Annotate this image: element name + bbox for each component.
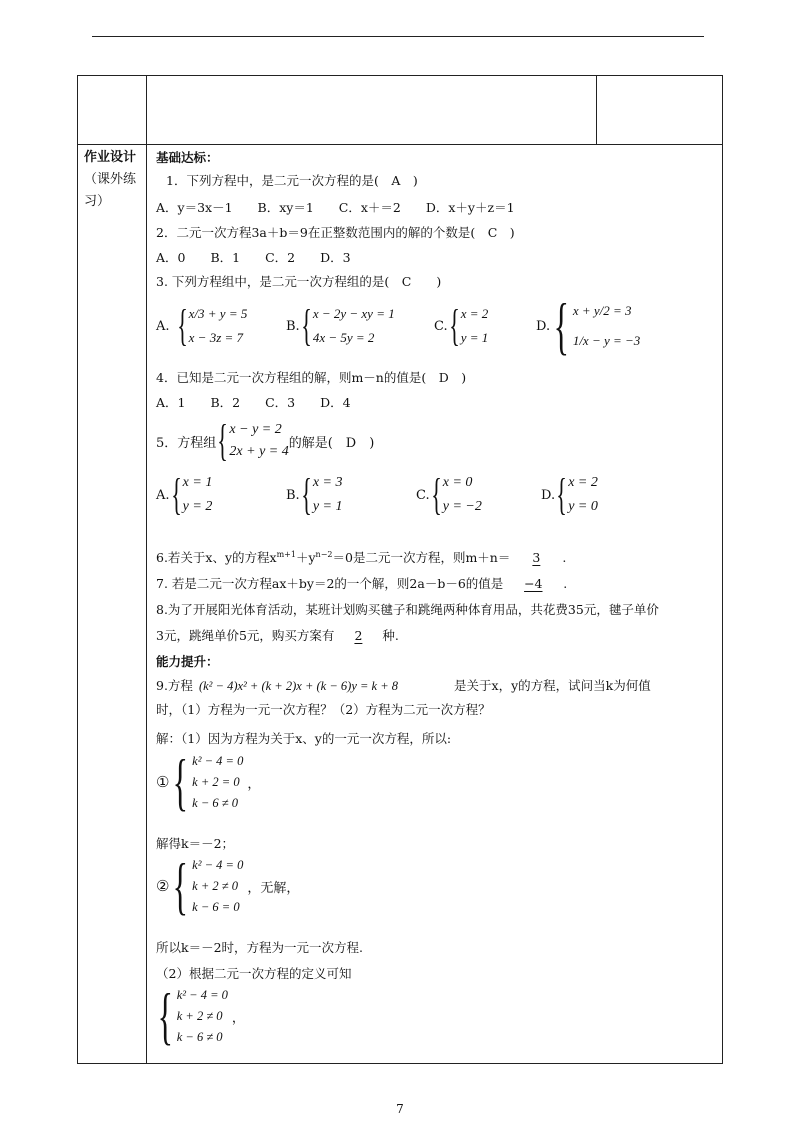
q3-d-equations bbox=[573, 296, 640, 356]
q3-c-eq2: y = 1 bbox=[460, 330, 489, 345]
q9-line-2: 时，（1）方程为一元一次方程？（2）方程为二元一次方程？ bbox=[156, 702, 491, 717]
q8-pre: 3元，跳绳单价5元，购买方案有 bbox=[156, 628, 335, 643]
q4-options: A．1 B．2 C．3 D．4 bbox=[156, 395, 351, 410]
row-divider bbox=[78, 144, 722, 145]
q3-option-a bbox=[156, 298, 247, 354]
q5-d-equations bbox=[568, 471, 598, 519]
q6-end: . bbox=[562, 550, 567, 565]
q3-c-eq1: x = 2 bbox=[460, 306, 489, 321]
brace-icon: { bbox=[176, 301, 188, 350]
label-line-2: （课外练 bbox=[84, 172, 137, 187]
q6-line bbox=[156, 548, 566, 566]
q5-b-equations bbox=[313, 471, 343, 519]
q3-b-eq2: 4x − 5y = 2 bbox=[312, 330, 375, 345]
q3-b-eq1: x − 2y − xy = 1 bbox=[312, 306, 395, 321]
q5-b-eq2: y = 1 bbox=[312, 499, 343, 514]
q9-case2-suffix: ，无解， bbox=[247, 880, 300, 896]
q1-options: A．y＝3x－1 B．xy＝1 C．x＋＝2 D．x＋y＋z＝1 bbox=[156, 200, 515, 215]
q9-line-1 bbox=[156, 676, 651, 694]
brace-icon: { bbox=[448, 301, 460, 350]
brace-icon: { bbox=[173, 850, 189, 921]
q6-pre: 6.若关于x、y的方程x bbox=[156, 550, 277, 565]
q8-line-1: 8.为了开展阳光体育活动，某班计划购买毽子和跳绳两种体育用品，共花费35元，毽子单价 bbox=[156, 602, 659, 617]
q5-label-b: B. bbox=[286, 487, 300, 503]
brace-icon: { bbox=[173, 746, 189, 817]
q7-answer: −4 bbox=[524, 576, 543, 591]
q3-option-c bbox=[434, 298, 488, 354]
q5-b-eq1: x = 3 bbox=[312, 475, 343, 490]
q8-post: 种. bbox=[382, 628, 399, 643]
q9-case2-eq2: k + 2 ≠ 0 bbox=[192, 878, 239, 893]
q4-stem: 4．已知是二元一次方程组的解，则m－n的值是( D ) bbox=[156, 370, 467, 385]
q5-system-eq2: 2x + y = 4 bbox=[229, 444, 289, 459]
brace-icon: { bbox=[300, 470, 312, 519]
row-label bbox=[84, 147, 144, 213]
q9-case-2 bbox=[156, 850, 300, 921]
brace-icon: { bbox=[430, 470, 442, 519]
q6-post: ＝0是二元一次方程，则m＋n＝ bbox=[332, 550, 511, 565]
label-line-3: 习） bbox=[84, 194, 111, 209]
brace-icon: { bbox=[553, 290, 570, 361]
q5-option-c bbox=[416, 468, 482, 522]
q2-stem: 2．二元一次方程3a＋b＝9在正整数范围内的解的个数是( C ) bbox=[156, 225, 515, 240]
brace-icon: { bbox=[170, 470, 182, 519]
q6-exponent-2: n−2 bbox=[315, 549, 333, 559]
q5-option-d bbox=[541, 468, 598, 522]
homework-table bbox=[77, 75, 723, 1064]
q5-d-eq1: x = 2 bbox=[568, 475, 598, 490]
q5-option-a bbox=[156, 468, 212, 522]
q9-case1-eq3: k − 6 ≠ 0 bbox=[192, 795, 239, 810]
page-number: 7 bbox=[396, 1102, 404, 1116]
brace-icon: { bbox=[300, 301, 312, 350]
q3-label-b: B. bbox=[286, 318, 300, 334]
column-divider-right bbox=[596, 76, 597, 144]
q5-system bbox=[229, 419, 288, 463]
q9-case1-eq2: k + 2 = 0 bbox=[192, 774, 240, 789]
q9-result-1: 解得k＝－2； bbox=[156, 836, 235, 851]
q3-label-a: A. bbox=[156, 318, 170, 334]
q5-label-c: C. bbox=[416, 487, 430, 503]
q9-case2-eq1: k² − 4 = 0 bbox=[192, 857, 244, 872]
q6-mid: ＋y bbox=[295, 550, 316, 565]
q3-option-d bbox=[536, 292, 640, 360]
q7-line bbox=[156, 574, 567, 592]
q6-exponent-1: m+1 bbox=[276, 549, 296, 559]
q9-case3-equations bbox=[177, 985, 228, 1048]
q5-option-b bbox=[286, 468, 342, 522]
q3-stem: 3. 下列方程组中，是二元一次方程组的是( C ) bbox=[156, 274, 442, 289]
q5-c-eq1: x = 0 bbox=[442, 475, 473, 490]
brace-icon: { bbox=[556, 470, 567, 519]
q2-options: A．0 B．1 C．2 D．3 bbox=[156, 250, 351, 265]
q9-formula: (k² − 4)x² + (k + 2)x + (k − 6)y = k + 8 bbox=[198, 679, 399, 693]
q3-d-eq1: x + y/2 = 3 bbox=[572, 303, 632, 318]
q5-stem-post: 的解是( D ) bbox=[288, 435, 375, 451]
q3-d-eq2: 1/x − y = −3 bbox=[572, 333, 641, 348]
q6-answer: 3 bbox=[532, 550, 541, 565]
column-divider-left bbox=[146, 76, 147, 1063]
q9-case3-eq3: k − 6 ≠ 0 bbox=[176, 1029, 223, 1044]
q9-case1-suffix: ， bbox=[247, 776, 261, 792]
section-advanced: 能力提升： bbox=[156, 654, 219, 669]
q8-line-2 bbox=[156, 626, 399, 644]
q5-d-eq2: y = 0 bbox=[568, 499, 598, 514]
q5-c-eq2: y = −2 bbox=[442, 499, 482, 514]
q3-a-equations bbox=[189, 302, 248, 350]
q1-stem: 1．下列方程中，是二元一次方程的是( A ) bbox=[166, 173, 418, 188]
q9-part-2: （2）根据二元一次方程的定义可知 bbox=[156, 966, 352, 981]
brace-icon: { bbox=[217, 416, 229, 465]
q9-case-1 bbox=[156, 746, 261, 817]
q9-case2-equations bbox=[192, 855, 243, 918]
q9-case3-eq1: k² − 4 = 0 bbox=[176, 987, 228, 1002]
q3-a-eq1: x/3 + y = 5 bbox=[188, 306, 248, 321]
q7-end: . bbox=[563, 576, 568, 591]
q5-a-eq1: x = 1 bbox=[182, 475, 213, 490]
q5-label-a: A. bbox=[156, 487, 170, 503]
q9-conclusion: 所以k＝－2时，方程为一元一次方程. bbox=[156, 940, 364, 955]
q5-system-eq1: x − y = 2 bbox=[229, 422, 282, 437]
q9-case1-equations bbox=[192, 751, 243, 814]
q5-label-d: D. bbox=[541, 487, 556, 503]
q3-a-eq2: x − 3z = 7 bbox=[188, 330, 244, 345]
q9-case1-label: ① bbox=[156, 773, 170, 791]
q3-c-equations bbox=[461, 302, 489, 350]
q9-solution-1: 解：（1）因为方程为关于x、y的一元一次方程，所以: bbox=[156, 731, 452, 746]
q8-answer: 2 bbox=[354, 628, 363, 643]
q9-case2-label: ② bbox=[156, 877, 170, 895]
q9-post: 是关于x，y的方程，试问当k为何值 bbox=[454, 678, 651, 693]
q5-a-eq2: y = 2 bbox=[182, 499, 213, 514]
q5-stem bbox=[156, 416, 374, 466]
header-rule bbox=[92, 36, 704, 37]
q9-case-3 bbox=[156, 980, 245, 1051]
label-line-1: 作业设计 bbox=[84, 150, 137, 165]
q3-label-c: C. bbox=[434, 318, 448, 334]
q3-label-d: D. bbox=[536, 318, 551, 334]
q3-b-equations bbox=[313, 302, 395, 350]
brace-icon: { bbox=[157, 980, 174, 1051]
q7-pre: 7. 若是二元一次方程ax＋by＝2的一个解，则2a－b－6的值是 bbox=[156, 576, 504, 591]
q5-stem-pre: 5．方程组 bbox=[156, 435, 217, 451]
q5-a-equations bbox=[183, 471, 213, 519]
q5-c-equations bbox=[443, 471, 482, 519]
q9-pre: 9.方程 bbox=[156, 678, 193, 693]
q9-case3-suffix: ， bbox=[231, 1010, 245, 1026]
q9-case3-eq2: k + 2 ≠ 0 bbox=[176, 1008, 223, 1023]
q9-case1-eq1: k² − 4 = 0 bbox=[192, 753, 244, 768]
q9-case2-eq3: k − 6 = 0 bbox=[192, 899, 240, 914]
q3-option-b bbox=[286, 298, 395, 354]
section-basic: 基础达标： bbox=[156, 150, 219, 165]
